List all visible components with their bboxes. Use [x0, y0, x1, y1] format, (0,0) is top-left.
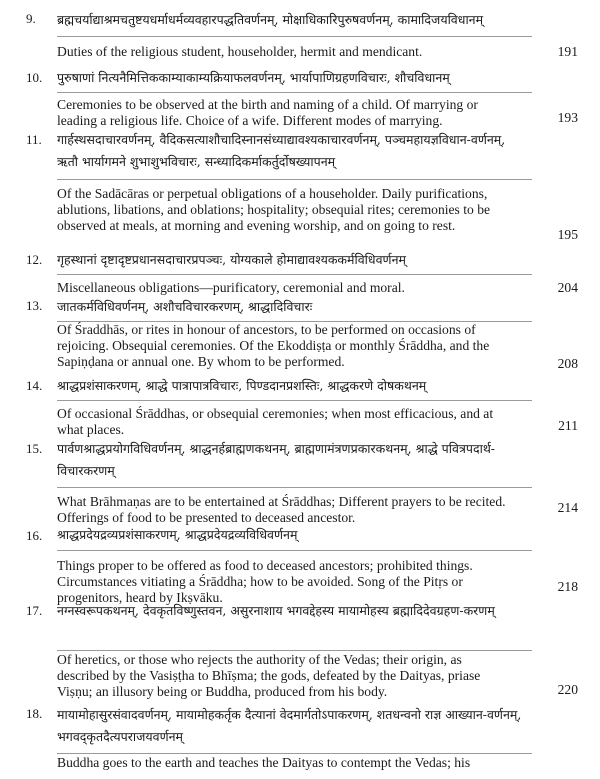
divider: [57, 753, 532, 754]
divider: [57, 92, 532, 93]
sanskrit-heading: नग्नस्वरूपकथनम्, देवकृतविष्णुस्तवन, असुरनाशाय भगवद्देहस्य मायामोहस्य ब्रह्मादिदेवग्रहण-करणम्: [57, 603, 495, 618]
sanskrit-heading: पार्वणश्राद्धप्रयोगविधिवर्णनम्, श्राद्धनर्हब्राह्मणकथनम्, ब्राह्मणामंत्रणप्रकारकथनम्, श्राद्धे पवित्रपदार्थ-विचारकरणम्: [57, 441, 496, 478]
page-number: 204: [557, 280, 578, 295]
page-number: 220: [557, 682, 578, 697]
sanskrit-heading: पुरुषाणां नित्यनैमित्तिककाम्याकाम्यक्रियाफलवर्णनम्, भार्यापाणिग्रहणविचारः, शौचविधानम्: [57, 70, 450, 85]
page-number: 193: [557, 110, 578, 125]
divider: [57, 650, 532, 651]
sanskrit-heading: श्राद्धप्रदेयद्रव्यप्रशंसाकरणम्, श्राद्धप्रदेयद्रव्यविधिवर्णनम्: [57, 527, 298, 542]
page-number: 218: [557, 579, 578, 594]
entry-number: 9.: [26, 11, 36, 26]
page-number: 191: [557, 44, 578, 59]
sanskrit-heading: श्राद्धप्रशंसाकरणम्, श्राद्धे पात्रापात्रविचारः, पिण्डदानप्रशस्तिः, श्राद्धकरणे दोषकथनम्: [57, 378, 427, 393]
entry-number: 14.: [26, 378, 43, 393]
english-description: Of occasional Śrāddhas, or obsequial ceremonies; when most efficacious, and at what places.: [57, 406, 494, 438]
english-description: Of heretics, or those who rejects the authority of the Vedas; their origin, as described by the Vasiṣṭha to Bhīṣma; the gods, defeated by the Daityas, priase Viṣṇu; an illusory being or Buddha, produced from his body.: [57, 652, 481, 700]
entry-number: 18.: [26, 706, 43, 721]
english-description: Of Śraddhās, or rites in honour of ancestors, to be performed on occasions of rejoicing. Obsequial ceremonies. Of the Ekoddiṣṭa or monthly Śrāddha, and the Sapiṇḍana or annual one. By whom to be performed.: [57, 322, 490, 370]
divider: [57, 274, 532, 275]
sanskrit-heading: जातकर्मविधिवर्णनम्, अशौचविचारकरणम्, श्राद्धादिविचारः: [57, 299, 313, 314]
divider: [57, 487, 532, 488]
entry-number: 11.: [26, 132, 42, 147]
sanskrit-heading: ब्रह्मचर्याद्याश्रमचतुष्टयधर्माधर्मव्यवहारपद्धतिवर्णनम्, मोक्षाधिकारिपुरुषवर्णनम्, कामादिजयविधानम्: [57, 12, 484, 27]
english-description: Of the Sadācāras or perpetual obligations of a householder. Daily purifications, ablutions, libations, and oblations; hospitality; obsequial rites; ceremonies to be observed at meals, at morning and evening worship, and on going to rest.: [57, 186, 491, 234]
english-description: Ceremonies to be observed at the birth and naming of a child. Of marrying or leading a religious life. Choice of a wife. Different modes of marrying.: [57, 97, 478, 129]
sanskrit-heading: गार्हस्थसदाचारवर्णनम्, वैदिकसत्याशौचादिस्नानसंध्याद्यावश्यकाचारवर्णनम्, पञ्चमहायज्ञविधान-वर्णनम्, ऋतौ भार्यागमने शुभाशुभविचारः, सन्ध्यादिकर्माकर्तुर्दोषख्यापनम्: [57, 132, 506, 169]
entry-number: 13.: [26, 298, 43, 313]
entry-number: 16.: [26, 528, 43, 543]
divider: [57, 36, 532, 37]
english-description: Things proper to be offered as food to deceased ancestors; prohibited things. Circumstances vitiating a Śrāddha; how to be avoided. Song of the Pitṛs or progenitors, heard by Ikṣvāku.: [57, 558, 473, 606]
page-number: 211: [558, 418, 578, 433]
entry-number: 15.: [26, 441, 43, 456]
entry-number: 10.: [26, 70, 43, 85]
english-description: Duties of the religious student, householder, hermit and mendicant.: [57, 44, 423, 59]
sanskrit-heading: गृहस्थानां दृष्टादृष्टप्रधानसदाचारप्रपञ्चः, योग्यकाले होमाद्यावश्यककर्मविधिवर्णनम्: [57, 252, 407, 267]
divider: [57, 550, 532, 551]
english-description: What Brāhmaṇas are to be entertained at Śrāddhas; Different prayers to be recited. Offerings of food to be presented to deceased ancestor.: [57, 494, 506, 526]
entry-number: 17.: [26, 603, 43, 618]
english-description: Buddha goes to the earth and teaches the Daityas to contempt the Vedas; his: [57, 755, 471, 770]
entry-number: 12.: [26, 252, 43, 267]
page-number: 214: [557, 500, 578, 515]
page-number: 195: [557, 227, 578, 242]
page-number: 208: [557, 356, 578, 371]
sanskrit-heading: मायामोहासुरसंवादवर्णनम्, मायामोहकर्तृक दैत्यानां वेदमार्गतोऽपाकरणम्, शतधन्वनो राज्ञ आख्यान-वर्णनम्, भगवद्कृतदैत्यपराजयवर्णनम्: [57, 707, 522, 744]
divider: [57, 400, 532, 401]
divider: [57, 179, 532, 180]
english-description: Miscellaneous obligations—purificatory, ceremonial and moral.: [57, 280, 405, 295]
